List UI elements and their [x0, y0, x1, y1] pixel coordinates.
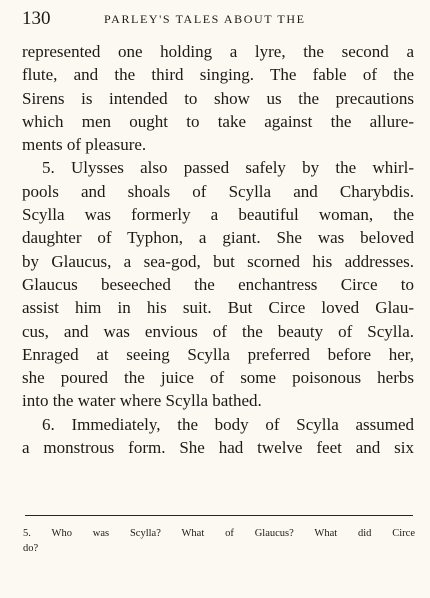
footnote-line: 5. Who was Scylla? What of Glaucus? What did Circe	[23, 528, 415, 539]
body-line: 5. Ulysses also passed safely by the whirl-	[42, 158, 414, 178]
page-number: 130	[22, 8, 51, 29]
body-line: daughter of Typhon, a giant. She was beloved	[22, 228, 414, 248]
footnote-divider	[25, 515, 413, 516]
footnote-line: do?	[23, 543, 39, 554]
body-line: a monstrous form. She had twelve feet and six	[22, 438, 414, 458]
body-line: cus, and was envious of the beauty of Scylla.	[22, 321, 414, 341]
body-line: Sirens is intended to show us the precautions	[22, 88, 414, 108]
body-line: pools and shoals of Scylla and Charybdis.	[22, 181, 414, 201]
body-line: 6. Immediately, the body of Scylla assumed	[42, 414, 414, 434]
body-text	[22, 40, 414, 459]
body-line: which men ought to take against the allure-	[22, 111, 414, 131]
body-line: Scylla was formerly a beautiful woman, the	[22, 205, 414, 225]
body-line: ments of pleasure.	[22, 135, 147, 155]
body-line: by Glaucus, a sea-god, but scorned his addresses.	[22, 251, 414, 271]
footnote	[23, 526, 415, 556]
body-line: represented one holding a lyre, the second a	[22, 42, 414, 61]
body-line: she poured the juice of some poisonous herbs	[22, 368, 414, 388]
body-line: assist him in his suit. But Circe loved Glau-	[22, 298, 414, 318]
running-head: PARLEY'S TALES ABOUT THE	[104, 12, 306, 26]
page-header	[22, 8, 414, 30]
body-line: Enraged at seeing Scylla preferred before her,	[22, 344, 414, 364]
body-line: into the water where Scylla bathed.	[22, 391, 262, 411]
body-line: Glaucus beseeched the enchantress Circe to	[22, 274, 414, 294]
body-line: flute, and the third singing. The fable of the	[22, 65, 414, 85]
